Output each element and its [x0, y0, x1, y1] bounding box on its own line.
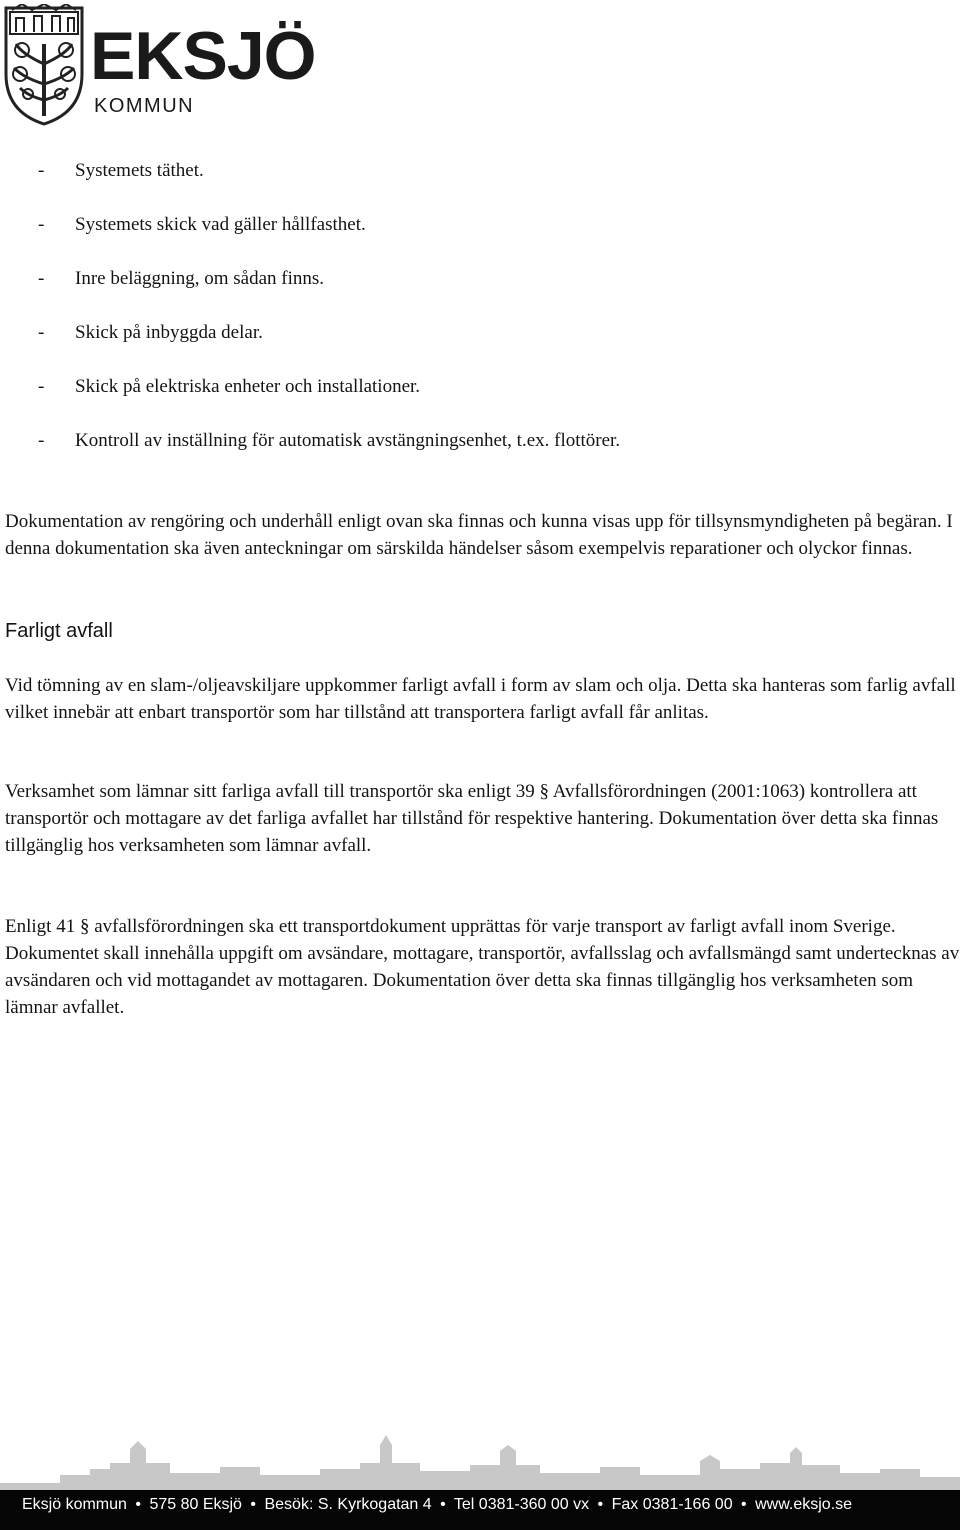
- footer-phone: Tel 0381-360 00 vx: [453, 1496, 590, 1513]
- eksjo-kommun-logo: [2, 4, 316, 130]
- footer-org: Eksjö kommun: [22, 1496, 127, 1513]
- footer-postal: 575 80 Eksjö: [149, 1496, 242, 1513]
- section-heading: Farligt avfall: [5, 620, 113, 642]
- documentation-paragraph: Dokumentation av rengöring och underhåll enligt ovan ska finnas och kunna visas upp för tillsynsmyndigheten på begäran. I denna dokumentation ska även anteckningar om särskilda händelser såsom exempelvis reparationer och olyckor finnas.: [5, 511, 953, 559]
- footer-fax: Fax 0381-166 00: [611, 1496, 733, 1513]
- page-footer: [0, 1490, 960, 1530]
- hazardous-waste-paragraph: Vid tömning av en slam-/oljeavskiljare uppkommer farligt avfall i form av slam och olja. Detta ska hanteras som farlig avfall vilket innebär att enbart transportör som har tillstånd att transportera farligt avfall får anlitas.: [5, 675, 956, 723]
- logo-subtitle: KOMMUN: [94, 95, 195, 117]
- footer-visit-address: Besök: S. Kyrkogatan 4: [264, 1496, 432, 1513]
- footer-contact: Eksjö kommun • 575 80 Eksjö • Besök: S. Kyrkogatan 4 • Tel 0381-360 00 vx • Fax 0381-166 00 • www.eksjo.se: [22, 1496, 853, 1513]
- town-skyline-illustration: [0, 1425, 960, 1495]
- transport-paragraph: Verksamhet som lämnar sitt farliga avfall till transportör ska enligt 39 § Avfallsförordningen (2001:1063) kontrollera att transportör och mottagare av det farliga avfallet har tillstånd för respektive hantering. Dokumentation över detta ska finnas tillgänglig hos verksamheten som lämnar avfall.: [5, 781, 939, 856]
- coat-of-arms-icon: [2, 4, 86, 126]
- footer-website-link[interactable]: www.eksjo.se: [755, 1496, 853, 1513]
- logo-wordmark: EKSJÖ: [90, 18, 316, 94]
- transport-document-paragraph: Enligt 41 § avfallsförordningen ska ett transportdokument upprättas för varje transport av farligt avfall inom Sverige. Dokumentet skall innehålla uppgift om avsändare, mottagare, transportör, avfallsslag och avfallsmängd samt undertecknas av avsändaren och vid mottagandet av mottagaren. Dokumentation över detta ska finnas tillgänglig hos verksamheten som lämnar avfallet.: [5, 916, 960, 1018]
